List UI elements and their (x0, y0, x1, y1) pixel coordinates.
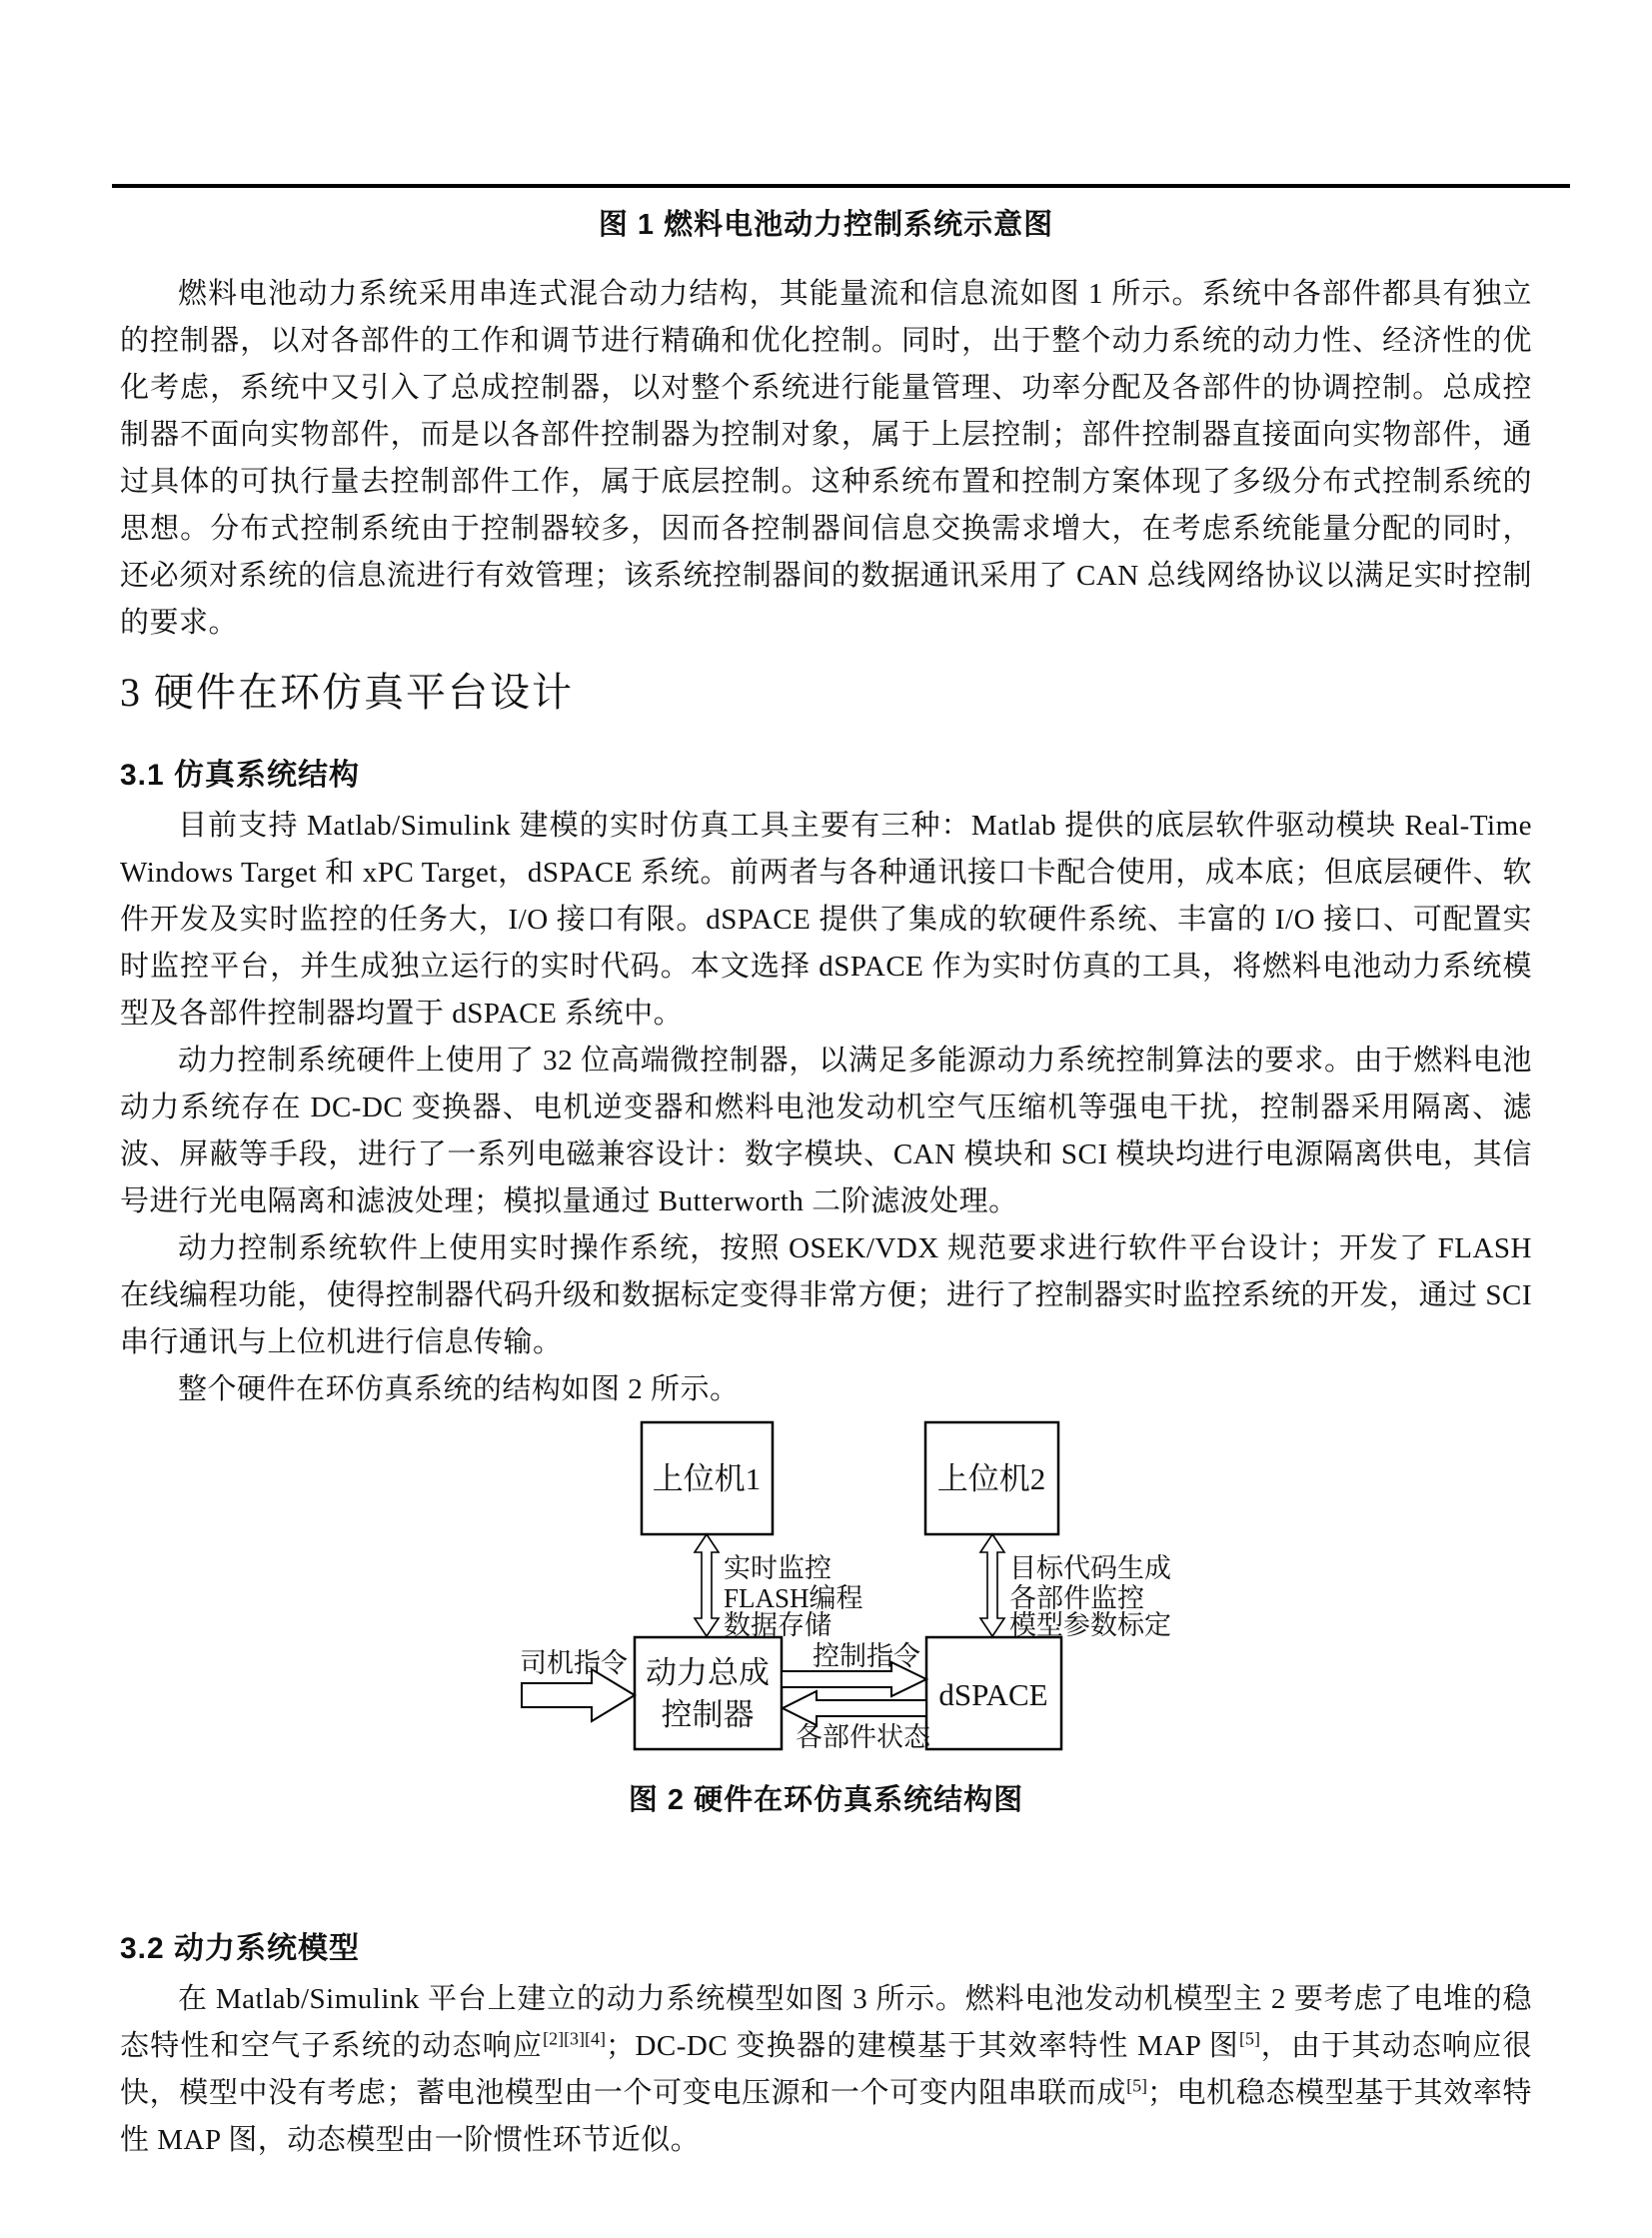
s32-text-3: ，由于其动态响应很快，模型中没有考虑；蓄电池模型由一个可变电压源和一个可变内阻串联而成 (120, 2030, 1532, 2109)
section-3-1-heading: 3.1 仿真系统结构 (120, 759, 361, 792)
right-link-label-2: 各部件监控 (1009, 1583, 1144, 1613)
section-3-1-paragraph-3: 动力控制系统软件上使用实时操作系统，按照 OSEK/VDX 规范要求进行软件平台设计；开发了 FLASH 在线编程功能，使得控制器代码升级和数据标定变得非常方便；进行了控制器实时监控系统的开发，通过 SCI 串行通讯与上位机进行信息传输。 (120, 1232, 1532, 1358)
section-3-heading: 3 硬件在环仿真平台设计 (120, 670, 574, 715)
host2-dspace-double-arrow-icon (980, 1534, 1004, 1636)
section-3-1-paragraph-2: 动力控制系统硬件上使用了 32 位高端微控制器，以满足多能源动力系统控制算法的要求。由于燃料电池动力系统存在 DC-DC 变换器、电机逆变器和燃料电池发动机空气压缩机等强电干扰，控制器采用隔离、滤波、屏蔽等手段，进行了一系列电磁兼容设计：数字模块、CAN 模块和 SCI 模块均进行电源隔离供电，其信号进行光电隔离和滤波处理；模拟量通过 Butterworth 二阶滤波处理。 (120, 1045, 1532, 1217)
section-3-1-paragraph-1: 目前支持 Matlab/Simulink 建模的实时仿真工具主要有三种：Matlab 提供的底层软件驱动模块 Real-Time Windows Target 和 xPC Target，dSPACE 系统。前两者与各种通讯接口卡配合使用，成本底；但底层硬件、软件开发及实时监控的任务大，I/O 接口有限。dSPACE 提供了集成的软硬件系统、丰富的 I/O 接口、可配置实时监控平台，并生成独立运行的实时代码。本文选择 dSPACE 作为实时仿真的工具，将燃料电池动力系统模型及各部件控制器均置于 dSPACE 系统中。 (120, 810, 1532, 1030)
powertrain-controller-label-line1: 动力总成 (646, 1655, 770, 1690)
control-command-label: 控制指令 (813, 1641, 920, 1671)
intro-paragraph: 燃料电池动力系统采用串连式混合动力结构，其能量流和信息流如图 1 所示。系统中各部件都具有独立的控制器，以对各部件的工作和调节进行精确和优化控制。同时，出于整个动力系统的动力性、经济性的优化考虑，系统中又引入了总成控制器，以对整个系统进行能量管理、功率分配及各部件的协调控制。总成控制器不面向实物部件，而是以各部件控制器为控制对象，属于上层控制；部件控制器直接面向实物部件，通过具体的可执行量去控制部件工作，属于底层控制。这种系统布置和控制方案体现了多级分布式控制系统的思想。分布式控制系统由于控制器较多，因而各控制器间信息交换需求增大，在考虑系统能量分配的同时，还必须对系统的信息流进行有效管理；该系统控制器间的数据通讯采用了 CAN 总线网络协议以满足实时控制的要求。 (120, 278, 1532, 639)
s32-citation-1: [2][3][4] (543, 2028, 606, 2049)
s32-citation-3: [5] (1126, 2075, 1148, 2096)
figure2-diagram (120, 1419, 1529, 1767)
left-link-label-3: 数据存储 (724, 1610, 831, 1640)
driver-command-label: 司机指令 (520, 1648, 628, 1678)
powertrain-controller-label-line2: 控制器 (661, 1697, 755, 1732)
section-3-2-heading: 3.2 动力系统模型 (120, 1932, 361, 1965)
host1-box-label: 上位机1 (652, 1461, 762, 1496)
figure1-caption: 图 1 燃料电池动力控制系统示意图 (598, 209, 1054, 241)
s32-citation-2: [5] (1239, 2028, 1260, 2049)
right-link-label-1: 目标代码生成 (1009, 1553, 1171, 1583)
host2-box-label: 上位机2 (936, 1461, 1046, 1496)
left-link-label-2: FLASH编程 (724, 1583, 863, 1613)
left-link-label-1: 实时监控 (724, 1553, 831, 1583)
s32-text-2: ；DC-DC 变换器的建模基于其效率特性 MAP 图 (605, 2030, 1240, 2062)
figure1-bottom-rule (112, 184, 1570, 188)
component-status-arrow-icon (783, 1691, 926, 1725)
section-3-2-paragraph (120, 1976, 1532, 2164)
s32-text-1: 在 Matlab/Simulink 平台上建立的动力系统模型如图 3 所示。燃料电池发动机模型主 2 要考虑了电堆的稳态特性和空气子系统的动态响应 (120, 1983, 1532, 2062)
host1-controller-double-arrow-icon (695, 1534, 719, 1636)
dspace-box-label: dSPACE (938, 1677, 1048, 1712)
section-3-1-paragraph-4: 整个硬件在环仿真系统的结构如图 2 所示。 (178, 1373, 740, 1405)
figure2-caption: 图 2 硬件在环仿真系统结构图 (628, 1784, 1024, 1816)
powertrain-controller-box (635, 1637, 782, 1749)
figure2-svg (120, 1419, 1529, 1767)
page-content (0, 184, 1652, 2164)
component-status-label: 各部件状态 (796, 1722, 930, 1752)
right-link-label-3: 模型参数标定 (1009, 1610, 1171, 1640)
s32-text-4: ；电机稳态模型基于其效率特性 MAP 图，动态模型由一阶惯性环节近似。 (120, 2077, 1532, 2156)
